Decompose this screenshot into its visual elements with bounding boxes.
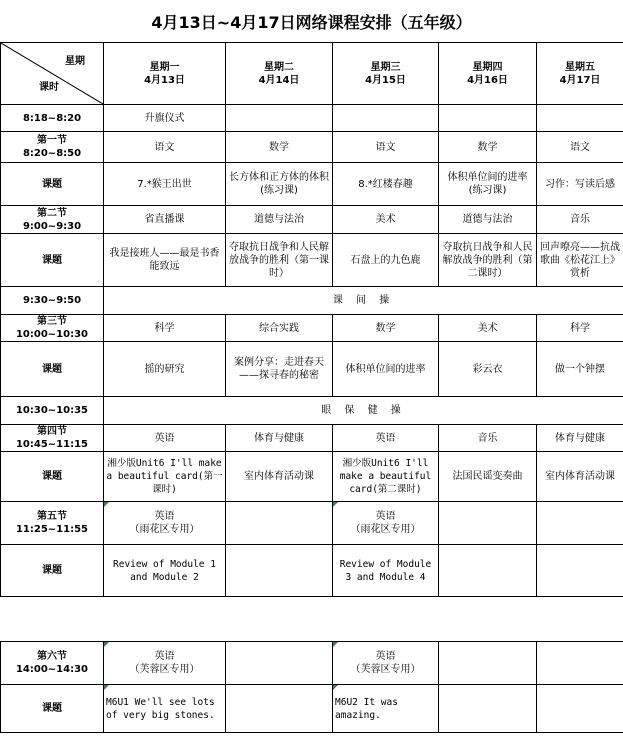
- topic-label: 课题: [1, 685, 104, 733]
- subject-cell: 科学: [104, 315, 226, 342]
- period-1-topic-row: [1, 163, 623, 206]
- topic-cell: 做一个钟摆: [537, 342, 623, 397]
- topic-label: 课题: [1, 545, 104, 597]
- topic-cell: Review of Module 1 and Module 2: [104, 545, 226, 597]
- topic-cell: 湘少版Unit6 I'll make a beautiful card(第一课时): [104, 452, 226, 502]
- day-date: 4月15日: [365, 74, 406, 86]
- subject-cell: 语文: [537, 132, 623, 163]
- period-label-cell: [1, 425, 104, 452]
- topic-cell: M6U1 We'll see lots of very big stones.: [104, 685, 226, 733]
- topic-cell: 室内体育活动课: [537, 452, 623, 502]
- subject-cell: [333, 642, 439, 685]
- topic-cell: 室内体育活动课: [226, 452, 333, 502]
- district-note: （雨花区专用）: [129, 524, 200, 535]
- schedule-cell: [439, 105, 537, 132]
- subject-cell: 音乐: [439, 425, 537, 452]
- schedule-cell: 升旗仪式: [104, 105, 226, 132]
- day-header-mon: [104, 43, 226, 105]
- period-label: 第四节: [37, 426, 67, 437]
- period-time: 10:00~10:30: [15, 329, 89, 340]
- time-cell: 10:30~10:35: [1, 397, 104, 425]
- weekday-axis-label: 星期: [65, 56, 85, 67]
- schedule-cell: [226, 502, 333, 545]
- topic-cell: 彩云衣: [439, 342, 537, 397]
- period-time: 8:20~8:50: [22, 148, 82, 159]
- schedule-cell: [537, 685, 623, 733]
- period-label-cell: [1, 206, 104, 234]
- subject-cell: [104, 642, 226, 685]
- topic-label: 课题: [1, 234, 104, 287]
- subject-cell: 道德与法治: [439, 206, 537, 234]
- subject-cell: 数学: [226, 132, 333, 163]
- period-6-topic-row: [1, 685, 623, 733]
- period-5-topic-row: [1, 545, 623, 597]
- diagonal-line: [1, 43, 103, 104]
- spacer-row: [1, 597, 623, 642]
- subject-cell: 科学: [537, 315, 623, 342]
- day-date: 4月17日: [559, 74, 601, 86]
- schedule-cell: [226, 642, 333, 685]
- day-name: 星期五: [565, 61, 595, 73]
- day-header-tue: [226, 43, 333, 105]
- day-name: 星期三: [370, 61, 401, 73]
- topic-cell: 体积单位间的进率: [333, 342, 439, 397]
- schedule-cell: [439, 642, 537, 685]
- day-header-thu: [439, 43, 537, 105]
- subject-cell: 美术: [333, 206, 439, 234]
- topic-cell: 我是接班人——最是书香能致远: [104, 234, 226, 287]
- topic-cell: 回声嘹亮——抗战歌曲《松花江上》赏析: [537, 234, 623, 287]
- subject-cell: 英语: [104, 425, 226, 452]
- period-label-cell: [1, 315, 104, 342]
- topic-cell: 体积单位间的进率(练习课): [439, 163, 537, 206]
- subject-cell: 道德与法治: [226, 206, 333, 234]
- topic-cell: 石盘上的九色鹿: [333, 234, 439, 287]
- period-label: 第六节: [37, 651, 67, 662]
- break-cell: 眼 保 健 操: [104, 397, 623, 425]
- day-name: 星期四: [472, 61, 503, 73]
- topic-cell: 夺取抗日战争和人民解放战争的胜利（第一课时）: [226, 234, 333, 287]
- day-name: 星期一: [149, 61, 180, 73]
- period-2-topic-row: [1, 234, 623, 287]
- time-cell: 8:18~8:20: [1, 105, 104, 132]
- subject-cell: 音乐: [537, 206, 623, 234]
- period-label: 第五节: [37, 511, 67, 522]
- day-header-fri: [537, 43, 623, 105]
- topic-cell: 案例分享：走进春天——探寻春的秘密: [226, 342, 333, 397]
- day-date: 4月13日: [144, 74, 185, 86]
- topic-cell: Review of Module 3 and Module 4: [333, 545, 439, 597]
- day-header-wed: [333, 43, 439, 105]
- subject-cell: 体育与健康: [226, 425, 333, 452]
- period-label-cell: [1, 132, 104, 163]
- subject-name: 英语: [375, 511, 396, 522]
- period-2-row: [1, 206, 623, 234]
- period-time: 11:25~11:55: [15, 524, 89, 535]
- header-row: [1, 43, 623, 105]
- period-4-topic-row: [1, 452, 623, 502]
- topic-cell: 习作：写读后感: [537, 163, 623, 206]
- period-3-row: [1, 315, 623, 342]
- blank-gap: [1, 597, 623, 642]
- schedule-cell: [537, 105, 623, 132]
- schedule-cell: [226, 105, 333, 132]
- schedule-cell: [439, 502, 537, 545]
- day-date: 4月14日: [258, 74, 300, 86]
- schedule-cell: [537, 502, 623, 545]
- subject-name: 英语: [154, 511, 175, 522]
- schedule-table: [0, 42, 623, 733]
- subject-cell: 数学: [333, 315, 439, 342]
- break-cell: 课 间 操: [104, 287, 623, 315]
- break-exercise-row: [1, 287, 623, 315]
- period-3-topic-row: [1, 342, 623, 397]
- topic-label: 课题: [1, 163, 104, 206]
- schedule-cell: [537, 545, 623, 597]
- period-label: 第三节: [37, 316, 67, 327]
- subject-name: 英语: [375, 651, 396, 662]
- day-date: 4月16日: [467, 74, 508, 86]
- period-6-row: [1, 642, 623, 685]
- district-note: （芙蓉区专用）: [350, 664, 421, 675]
- topic-cell: 摇的研究: [104, 342, 226, 397]
- period-5-row: [1, 502, 623, 545]
- flag-ceremony-row: [1, 105, 623, 132]
- period-label: 第二节: [37, 207, 67, 219]
- subject-cell: 语文: [104, 132, 226, 163]
- period-label-cell: [1, 642, 104, 685]
- day-name: 星期二: [264, 61, 294, 73]
- period-1-row: [1, 132, 623, 163]
- topic-cell: 长方体和正方体的体积(练习课): [226, 163, 333, 206]
- subject-cell: 语文: [333, 132, 439, 163]
- subject-cell: 体育与健康: [537, 425, 623, 452]
- topic-label: 课题: [1, 452, 104, 502]
- schedule-cell: [439, 545, 537, 597]
- subject-cell: 综合实践: [226, 315, 333, 342]
- subject-cell: 美术: [439, 315, 537, 342]
- topic-cell: M6U2 It was amazing.: [333, 685, 439, 733]
- time-cell: 9:30~9:50: [1, 287, 104, 315]
- period-label-cell: [1, 502, 104, 545]
- schedule-cell: [537, 642, 623, 685]
- period-4-row: [1, 425, 623, 452]
- period-label: 第一节: [37, 135, 67, 146]
- topic-cell: 湘少版Unit6 I'll make a beautiful card(第二课时): [333, 452, 439, 502]
- schedule-cell: [439, 685, 537, 733]
- subject-name: 英语: [154, 651, 175, 662]
- district-note: （芙蓉区专用）: [129, 664, 200, 675]
- subject-cell: [104, 502, 226, 545]
- schedule-cell: [226, 685, 333, 733]
- topic-cell: 法国民谣变奏曲: [439, 452, 537, 502]
- subject-cell: [333, 502, 439, 545]
- topic-label: 课题: [1, 342, 104, 397]
- eye-exercise-row: [1, 397, 623, 425]
- district-note: （雨花区专用）: [350, 524, 421, 535]
- topic-cell: 7.*猴王出世: [104, 163, 226, 206]
- period-axis-label: 课时: [39, 82, 59, 93]
- page-title: 4月13日~4月17日网络课程安排（五年级）: [151, 12, 472, 32]
- period-time: 9:00~9:30: [22, 220, 82, 232]
- topic-cell: 8.*红楼春趣: [333, 163, 439, 206]
- diagonal-header-cell: [1, 43, 104, 105]
- topic-cell: 夺取抗日战争和人民解放战争的胜利（第二课时）: [439, 234, 537, 287]
- subject-cell: 数学: [439, 132, 537, 163]
- schedule-cell: [333, 105, 439, 132]
- period-time: 10:45~11:15: [15, 439, 89, 450]
- schedule-cell: [226, 545, 333, 597]
- period-time: 14:00~14:30: [15, 664, 89, 675]
- subject-cell: 省直播课: [104, 206, 226, 234]
- subject-cell: 英语: [333, 425, 439, 452]
